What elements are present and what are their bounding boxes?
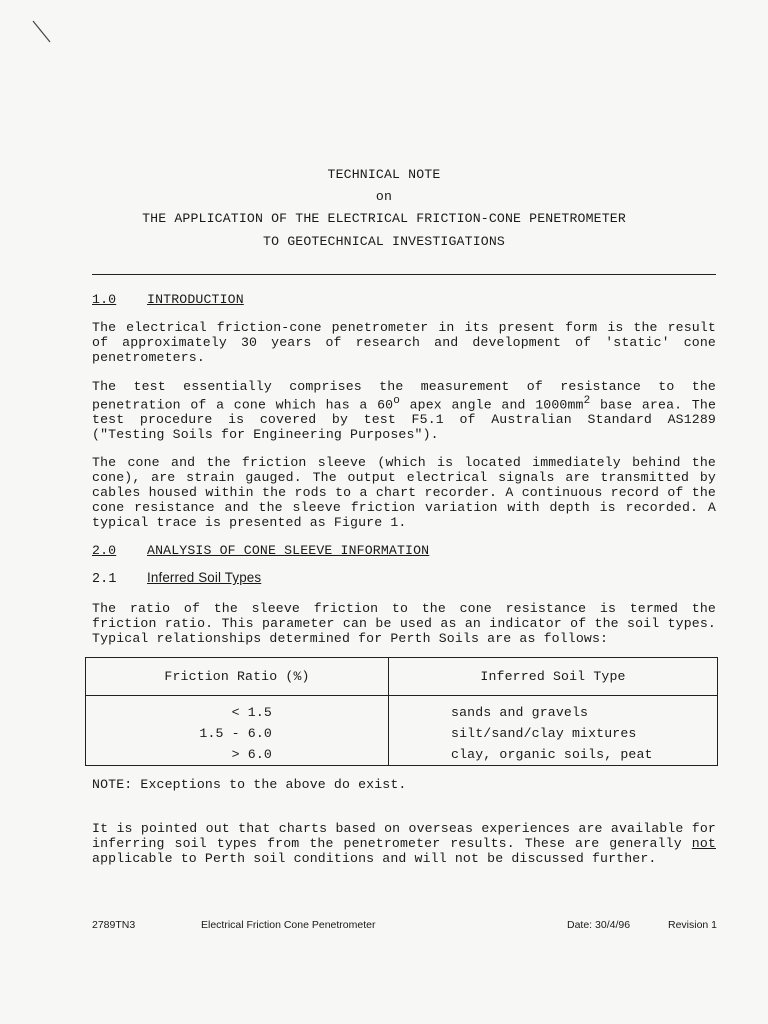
- footer-doc-id: 2789TN3: [92, 919, 136, 931]
- emphasis-not: not: [691, 836, 716, 851]
- section-1-heading: [92, 292, 244, 307]
- title-divider: [92, 274, 716, 275]
- table-row: [86, 696, 718, 724]
- intro-paragraph-2: The test essentially comprises the measurement of resistance to the penetration of a cone which has a 60$^o$ apex angle and $1000mm^2$ base area. The test procedure is covered by test F5.1 of Australian Standard AS1289 ("Testing Soils for Engineering Purposes").: [92, 379, 717, 443]
- title-line-4: TO GEOTECHNICAL INVESTIGATIONS: [263, 234, 505, 249]
- squared-superscript: 2: [583, 395, 591, 407]
- friction-ratio-paragraph: The ratio of the sleeve friction to the cone resistance is termed the friction ratio. This parameter can be used as an indicator of the soil types. Typical relationships determined for Perth Soils are as follows:: [92, 601, 716, 646]
- soil-type-table: [85, 657, 718, 766]
- note-line: NOTE: Exceptions to the above do exist.: [92, 777, 407, 792]
- section-number: 2.0: [92, 543, 117, 558]
- closing-paragraph: It is pointed out that charts based on overseas experiences are available for inferring soil types from the penetrometer results. These are generally not applicable to Perth soil conditions and will not be discussed further.: [92, 821, 716, 866]
- section-title: ANALYSIS OF CONE SLEEVE INFORMATION: [147, 543, 430, 558]
- footer-date: Date: 30/4/96: [567, 919, 631, 931]
- section-title: Inferred Soil Types: [147, 570, 262, 585]
- section-2-1-heading: [92, 570, 261, 587]
- soil-type-cell: clay, organic soils, peat: [389, 744, 718, 766]
- table-row: [86, 723, 718, 744]
- footer-title: Electrical Friction Cone Penetrometer: [201, 919, 376, 931]
- friction-ratio-cell: 1.5 - 6.0: [86, 723, 389, 744]
- note-label: NOTE:: [92, 777, 133, 792]
- table-row: [86, 744, 718, 766]
- table-header-soil-type: Inferred Soil Type: [389, 658, 718, 696]
- friction-ratio-cell: < 1.5: [86, 696, 389, 724]
- intro-paragraph-3: The cone and the friction sleeve (which is located immediately behind the cone), are strain gauged. The output electrical signals are transmitted by cables housed within the rods to a chart recorder. A continuous record of the cone resistance and the sleeve friction variation with depth is recorded. A typical trace is presented as Figure 1.: [92, 455, 716, 530]
- scan-mark: [30, 18, 54, 46]
- footer-revision: Revision 1: [668, 919, 718, 931]
- soil-type-cell: silt/sand/clay mixtures: [389, 723, 718, 744]
- section-title: INTRODUCTION: [147, 292, 244, 307]
- section-number: 2.1: [92, 572, 117, 587]
- friction-ratio-cell: > 6.0: [86, 744, 389, 766]
- section-2-heading: [92, 543, 429, 558]
- soil-type-cell: sands and gravels: [389, 696, 718, 724]
- table-header-friction-ratio: Friction Ratio (%): [86, 658, 389, 696]
- degree-superscript: o: [393, 395, 400, 407]
- intro-paragraph-1: The electrical friction-cone penetrometer in its present form is the result of approximately 30 years of research and development of 'static' cone penetrometers.: [92, 320, 716, 365]
- section-number: 1.0: [92, 292, 117, 307]
- title-line-2: on: [375, 189, 393, 204]
- title-line-3: THE APPLICATION OF THE ELECTRICAL FRICTION-CONE PENETROMETER: [142, 211, 626, 226]
- title-line-1: TECHNICAL NOTE: [327, 167, 441, 182]
